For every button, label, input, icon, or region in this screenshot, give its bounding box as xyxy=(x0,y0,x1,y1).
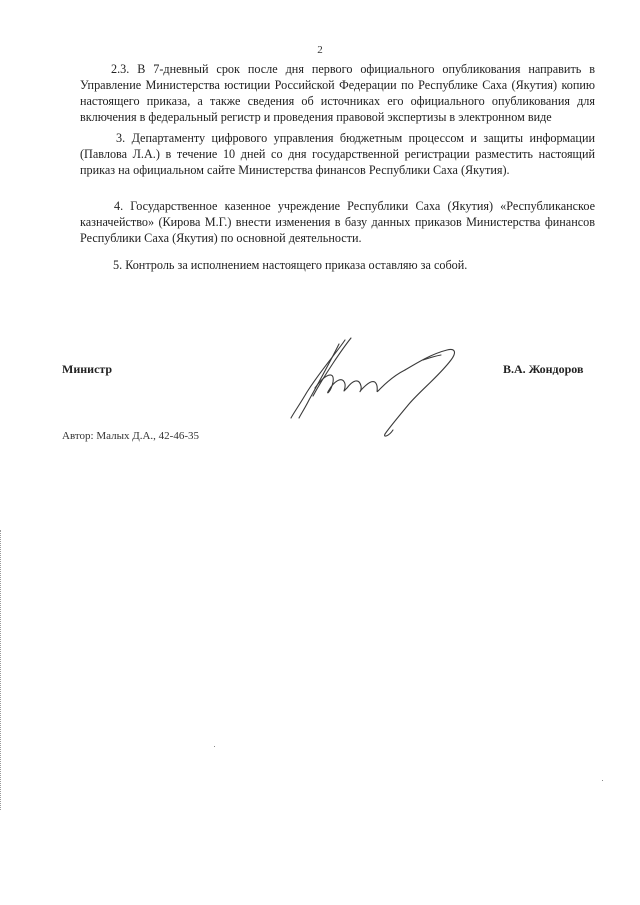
scan-speck xyxy=(602,780,603,781)
minister-name: В.А. Жондоров xyxy=(503,362,584,376)
handwritten-signature xyxy=(285,330,465,440)
paragraph-4: 4. Государственное казенное учреждение Республики Саха (Якутия) «Республиканское казначейство» (Кирова М.Г.) внести изменения в базу данных приказов Министерства финансов Республики Саха (Якутия) по основной деятельности. xyxy=(80,199,595,245)
page-number: 2 xyxy=(317,44,323,56)
paragraph-2-3: 2.3. В 7-дневный срок после дня первого официального опубликования направить в Управление Министерства юстиции Российской Федерации по Республике Саха (Якутия) копию настоящего приказа, а также сведения об источниках его официального опубликования для включения в федеральный регистр и проведения правовой экспертизы в электронном виде xyxy=(80,62,595,124)
paragraph-5: 5. Контроль за исполнением настоящего приказа оставляю за собой. xyxy=(113,258,468,272)
minister-title: Министр xyxy=(62,362,113,376)
scan-edge-artifact xyxy=(0,530,3,810)
paragraph-3: 3. Департаменту цифрового управления бюджетным процессом и защиты информации (Павлова Л.А.) в течение 10 дней со дня государственной регистрации разместить настоящий приказ на официальном сайте Министерства финансов Республики Саха (Якутия). xyxy=(80,131,595,177)
author-line: Автор: Малых Д.А., 42-46-35 xyxy=(62,430,199,442)
scan-speck xyxy=(214,746,215,747)
